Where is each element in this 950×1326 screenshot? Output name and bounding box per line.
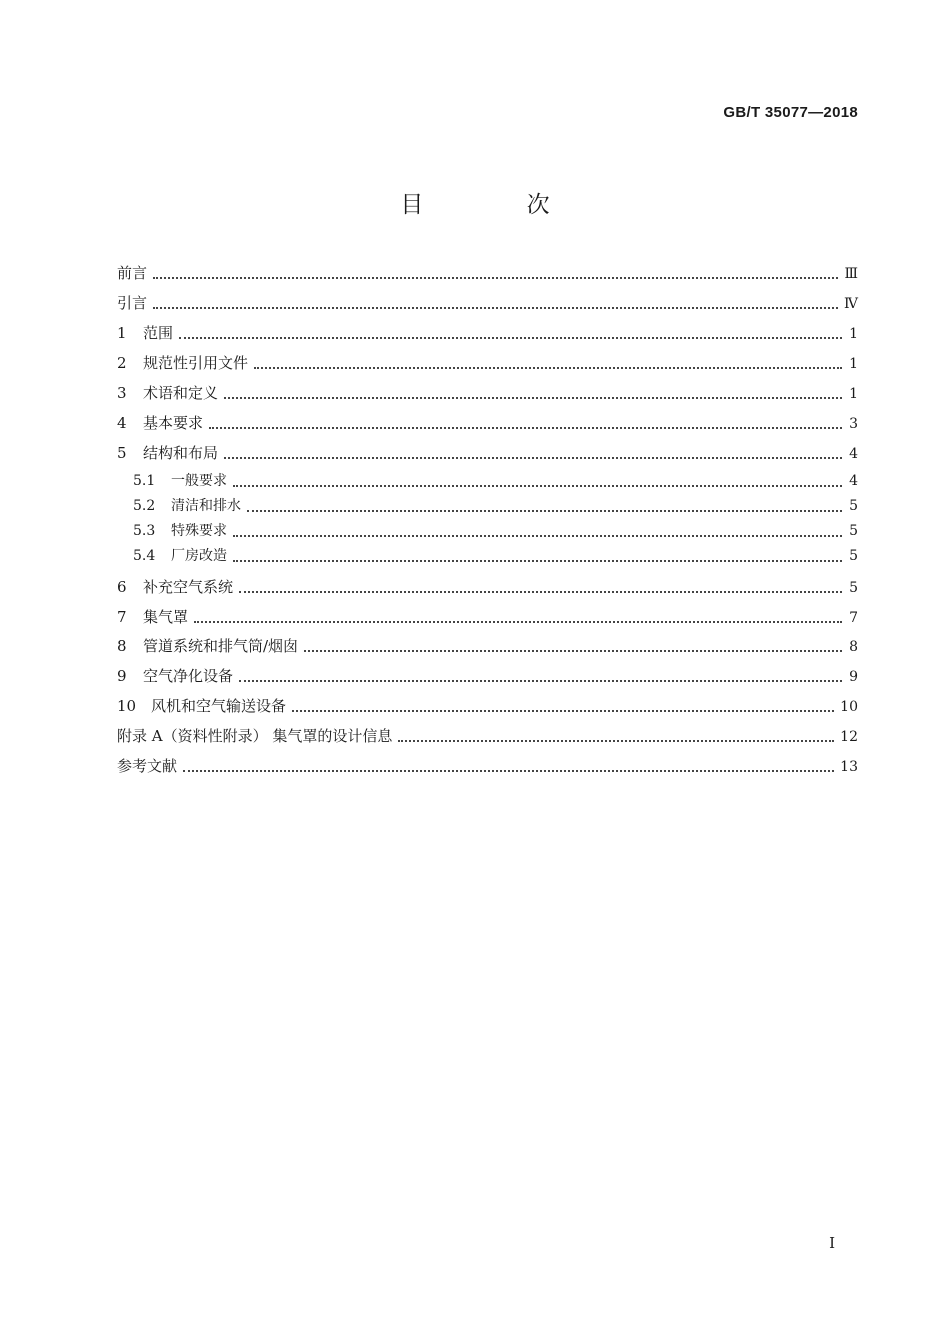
dot-leader <box>179 336 842 339</box>
toc-entry-page: 1 <box>849 326 858 342</box>
toc-entry-page: 1 <box>849 356 858 372</box>
toc-entry-number: 5.1 <box>133 473 156 489</box>
toc-entry-label: 术语和定义 <box>143 384 219 402</box>
toc-entry-label: 范围 <box>143 324 174 342</box>
toc-entry-label: 附录 A（资料性附录） 集气罩的设计信息 <box>117 727 393 745</box>
toc-entry-page: 8 <box>849 639 858 655</box>
toc-entry-5-4[interactable] <box>133 545 858 567</box>
dot-leader <box>304 649 842 652</box>
toc-entry-number: 9 <box>117 667 127 685</box>
toc-entry-number: 3 <box>117 384 127 402</box>
toc-entry-number: 5 <box>117 444 127 462</box>
toc-entry-page: 5 <box>849 523 858 539</box>
toc-entry-appendix-a[interactable] <box>117 725 858 747</box>
toc-entry-label: 空气净化设备 <box>143 667 234 685</box>
toc-entry-5-3[interactable] <box>133 520 858 542</box>
dot-leader <box>194 620 842 623</box>
toc-entry-6[interactable] <box>117 576 858 598</box>
toc-entry-foreword[interactable] <box>117 262 858 284</box>
toc-entry-page: 4 <box>849 446 858 462</box>
toc-entry-number: 5.4 <box>133 548 156 564</box>
toc-entry-2[interactable] <box>117 352 858 374</box>
toc-entry-page: 1 <box>849 386 858 402</box>
toc-entry-4[interactable] <box>117 412 858 434</box>
toc-entry-number: 4 <box>117 414 127 432</box>
dot-leader <box>233 484 842 487</box>
toc-entry-number: 8 <box>117 637 127 655</box>
toc-entry-introduction[interactable] <box>117 292 858 314</box>
toc-entry-label: 清洁和排水 <box>171 498 241 514</box>
toc-entry-1[interactable] <box>117 322 858 344</box>
toc-entry-number: 7 <box>117 608 127 626</box>
toc-entry-page: 5 <box>849 498 858 514</box>
toc-entry-number: 5.2 <box>133 498 156 514</box>
toc-entry-number: 1 <box>117 324 127 342</box>
toc-entry-9[interactable] <box>117 665 858 687</box>
toc-entry-page: 7 <box>849 610 858 626</box>
toc-entry-7[interactable] <box>117 606 858 628</box>
toc-entry-page: Ⅳ <box>844 296 858 312</box>
toc-entry-page: 4 <box>849 473 858 489</box>
dot-leader <box>153 306 838 309</box>
toc-entry-5[interactable] <box>117 442 858 464</box>
toc-entry-label: 特殊要求 <box>171 523 227 539</box>
toc-entry-label: 管道系统和排气筒/烟囱 <box>143 637 299 655</box>
toc-entry-label: 引言 <box>117 294 148 312</box>
toc-entry-label: 前言 <box>117 264 148 282</box>
dot-leader <box>398 739 834 742</box>
toc-entry-page: 5 <box>849 580 858 596</box>
toc-entry-label: 规范性引用文件 <box>143 354 249 372</box>
toc-entry-label: 风机和空气输送设备 <box>151 697 287 715</box>
dot-leader <box>239 590 842 593</box>
toc-entry-5-1[interactable] <box>133 470 858 492</box>
dot-leader <box>247 509 842 512</box>
dot-leader <box>209 426 842 429</box>
dot-leader <box>224 456 842 459</box>
footer-page-number: Ⅰ <box>829 1234 835 1252</box>
toc-entry-number: 6 <box>117 578 127 596</box>
toc-entry-label: 厂房改造 <box>171 548 227 564</box>
dot-leader <box>292 709 834 712</box>
standard-code: GB/T 35077—2018 <box>723 104 858 121</box>
page-title: 目 次 <box>400 192 598 218</box>
toc-entry-number: 5.3 <box>133 523 156 539</box>
toc-entry-10[interactable] <box>117 695 858 717</box>
toc-entry-3[interactable] <box>117 382 858 404</box>
toc-entry-label: 结构和布局 <box>143 444 219 462</box>
dot-leader <box>153 276 838 279</box>
toc-entry-number: 10 <box>117 697 137 715</box>
toc-entry-page: 13 <box>840 759 858 775</box>
dot-leader <box>183 769 834 772</box>
toc-entry-number: 2 <box>117 354 127 372</box>
dot-leader <box>233 534 842 537</box>
toc-entry-page: 5 <box>849 548 858 564</box>
toc-entry-label: 基本要求 <box>143 414 204 432</box>
toc-entry-page: 12 <box>840 729 858 745</box>
toc-entry-label: 参考文献 <box>117 757 178 775</box>
dot-leader <box>239 679 842 682</box>
toc-entry-8[interactable] <box>117 635 858 657</box>
toc-entry-label: 一般要求 <box>171 473 227 489</box>
dot-leader <box>224 396 842 399</box>
toc-entry-5-2[interactable] <box>133 495 858 517</box>
toc-entry-page: 3 <box>849 416 858 432</box>
dot-leader <box>233 559 842 562</box>
toc-entry-label: 集气罩 <box>143 608 189 626</box>
toc-entry-references[interactable] <box>117 755 858 777</box>
dot-leader <box>254 366 842 369</box>
toc-entry-page: 10 <box>840 699 858 715</box>
toc-entry-label: 补充空气系统 <box>143 578 234 596</box>
toc-entry-page: Ⅲ <box>844 266 858 282</box>
toc-entry-page: 9 <box>849 669 858 685</box>
